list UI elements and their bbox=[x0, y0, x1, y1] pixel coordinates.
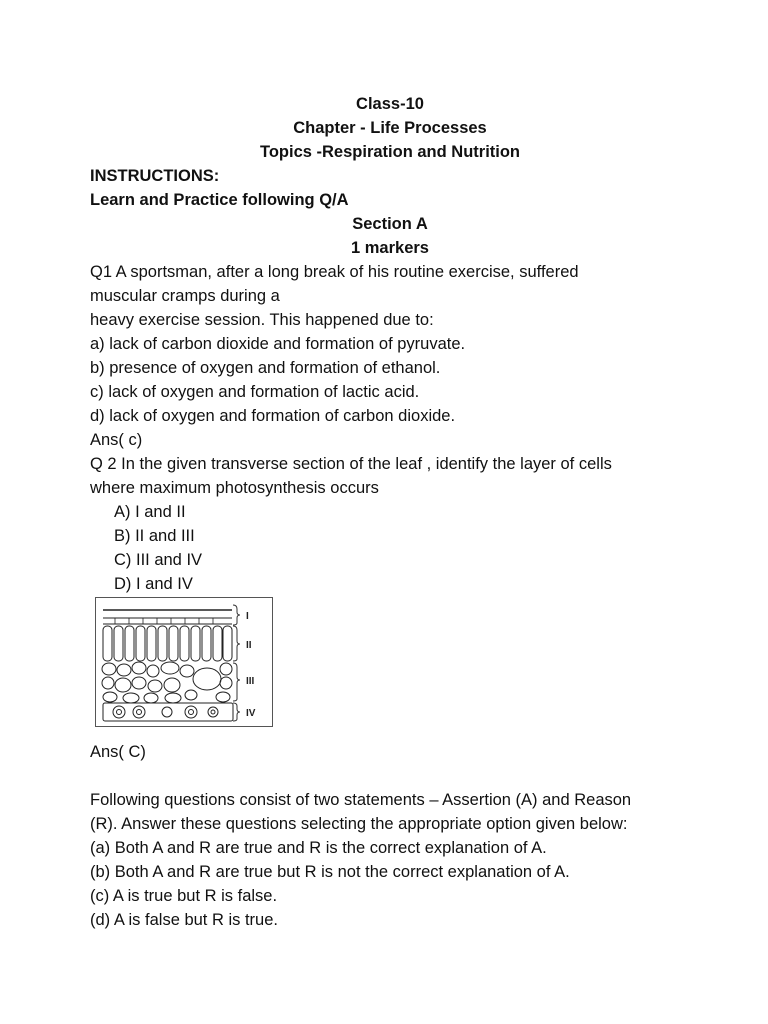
assertion-option-b: (b) Both A and R are true but R is not the correct explanation of A. bbox=[90, 863, 570, 881]
section-marks: 1 markers bbox=[351, 239, 429, 257]
assertion-option-d: (d) A is false but R is true. bbox=[90, 911, 278, 929]
assertion-line-2: (R). Answer these questions selecting the appropriate option given below: bbox=[90, 815, 628, 833]
q1-line-3: heavy exercise session. This happened due to: bbox=[90, 311, 434, 329]
q2-answer: Ans( C) bbox=[90, 743, 146, 761]
instructions-text: Learn and Practice following Q/A bbox=[90, 191, 349, 209]
chapter-heading: Chapter - Life Processes bbox=[293, 119, 487, 137]
q2-option-c: C) III and IV bbox=[114, 551, 203, 569]
q1-option-c: c) lack of oxygen and formation of lactic acid. bbox=[90, 383, 420, 401]
q2-line-2: where maximum photosynthesis occurs bbox=[90, 479, 379, 497]
q2-option-b: B) II and III bbox=[114, 527, 195, 545]
q1-line-1: Q1 A sportsman, after a long break of his routine exercise, suffered bbox=[90, 263, 579, 281]
q1-option-d: d) lack of oxygen and formation of carbon dioxide. bbox=[90, 407, 456, 425]
leaf-section-diagram bbox=[95, 597, 273, 727]
q1-line-2: muscular cramps during a bbox=[90, 287, 280, 305]
leaf-section-figure bbox=[95, 597, 273, 727]
q1-option-a: a) lack of carbon dioxide and formation of pyruvate. bbox=[90, 335, 466, 353]
q2-line-1: Q 2 In the given transverse section of the leaf , identify the layer of cells bbox=[90, 455, 612, 473]
figure-label-iii: III bbox=[246, 676, 255, 687]
assertion-line-1: Following questions consist of two statements – Assertion (A) and Reason bbox=[90, 791, 632, 809]
q1-option-b: b) presence of oxygen and formation of ethanol. bbox=[90, 359, 441, 377]
document-page bbox=[90, 92, 690, 932]
figure-label-iv: IV bbox=[246, 708, 256, 719]
figure-label-i: I bbox=[246, 611, 249, 622]
q1-answer: Ans( c) bbox=[90, 431, 143, 449]
figure-label-ii: II bbox=[246, 640, 252, 651]
topics-heading: Topics -Respiration and Nutrition bbox=[259, 143, 521, 161]
assertion-option-c: (c) A is true but R is false. bbox=[90, 887, 278, 905]
assertion-option-a: (a) Both A and R are true and R is the correct explanation of A. bbox=[90, 839, 547, 857]
class-heading: Class-10 bbox=[356, 95, 424, 113]
q2-option-a: A) I and II bbox=[114, 503, 186, 521]
q2-option-d: D) I and IV bbox=[114, 575, 193, 593]
instructions-label: INSTRUCTIONS: bbox=[90, 167, 220, 185]
section-title: Section A bbox=[352, 215, 428, 233]
